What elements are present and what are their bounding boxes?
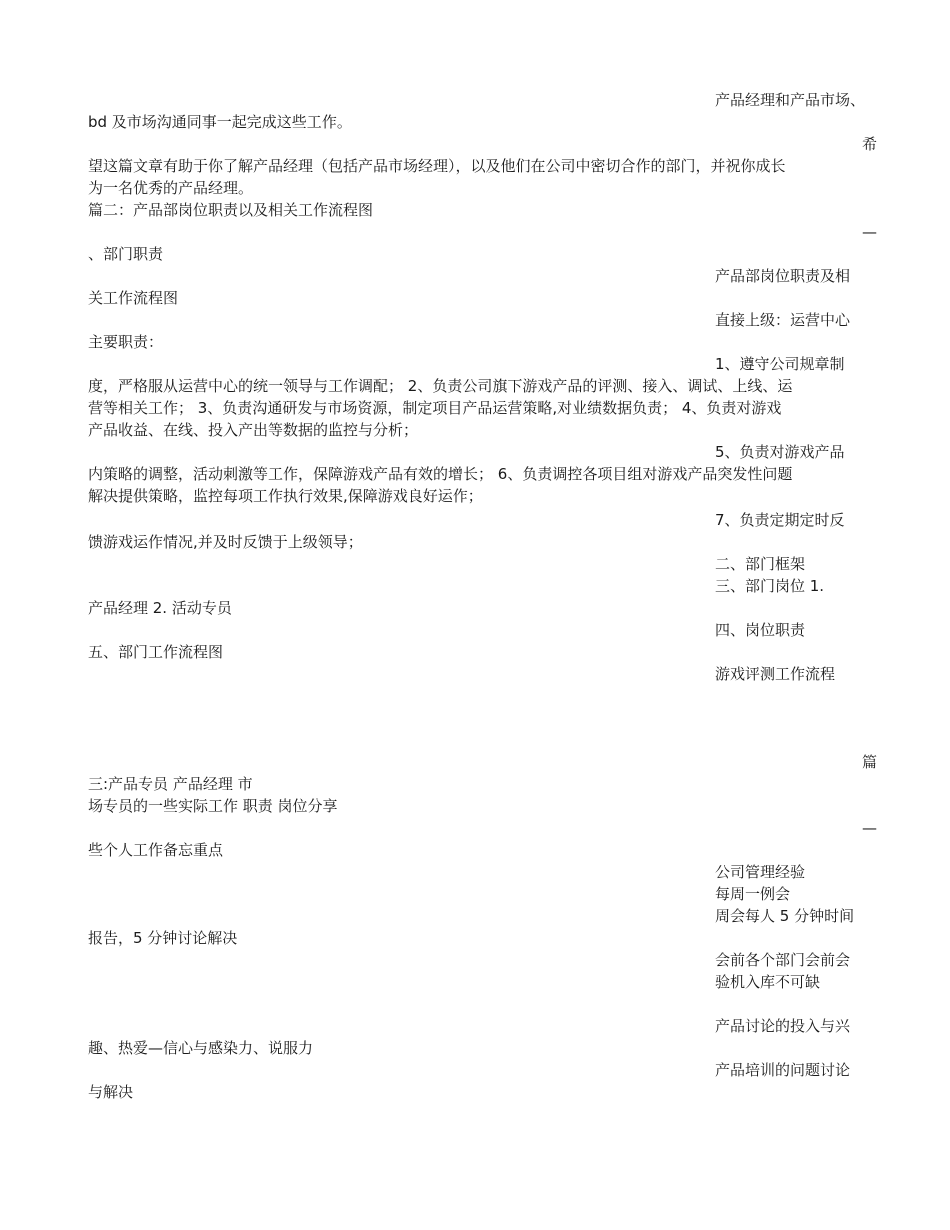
- text-line: 场专员的一些实际工作 职责 岗位分享: [88, 797, 338, 815]
- text-line: 三、部门岗位 1.: [715, 577, 825, 595]
- text-line: 直接上级：运营中心: [715, 311, 851, 329]
- text-line: 报告，5 分钟讨论解决: [88, 929, 238, 947]
- text-line: 趣、热爱—信心与感染力、说服力: [88, 1039, 314, 1057]
- text-line: 度，严格服从运营中心的统一领导与工作调配； 2、负责公司旗下游戏产品的评测、接入、调试、上线、运: [88, 377, 793, 395]
- text-line: 主要职责：: [88, 333, 164, 351]
- text-line: —: [862, 819, 877, 837]
- text-line: 希: [862, 135, 878, 153]
- text-line: 望这篇文章有助于你了解产品经理（包括产品市场经理），以及他们在公司中密切合作的部门，并祝你成长: [88, 157, 786, 175]
- text-line: 产品讨论的投入与兴: [715, 1017, 851, 1035]
- text-line: 产品经理 2. 活动专员: [88, 599, 232, 617]
- text-line: 验机入库不可缺: [715, 973, 821, 991]
- text-line: 关工作流程图: [88, 289, 179, 307]
- text-line: 产品收益、在线、投入产出等数据的监控与分析；: [88, 421, 419, 439]
- text-line: 游戏评测工作流程: [715, 665, 836, 683]
- text-line: 五、部门工作流程图: [88, 643, 224, 661]
- text-line: 、部门职责: [88, 245, 164, 263]
- text-line: 四、岗位职责: [715, 621, 806, 639]
- text-line: 二、部门框架: [715, 555, 806, 573]
- text-line: 1、遵守公司规章制: [715, 355, 845, 373]
- text-line: 解决提供策略，监控每项工作执行效果,保障游戏良好运作；: [88, 487, 483, 505]
- text-line: 产品培训的问题讨论: [715, 1061, 851, 1079]
- text-line: 些个人工作备忘重点: [88, 841, 224, 859]
- text-line: 7、负责定期定时反: [715, 511, 845, 529]
- text-line: 产品经理和产品市场、: [715, 91, 866, 109]
- text-line: 5、负责对游戏产品: [715, 443, 845, 461]
- text-line: 与解决: [88, 1083, 134, 1101]
- text-line: 内策略的调整，活动刺激等工作，保障游戏产品有效的增长； 6、负责调控各项目组对游戏产品突发性问题: [88, 465, 793, 483]
- text-line: bd 及市场沟通同事一起完成这些工作。: [88, 113, 352, 131]
- text-line: 营等相关工作； 3、负责沟通研发与市场资源，制定项目产品运营策略,对业绩数据负责； 4、负责对游戏: [88, 399, 782, 417]
- text-line: 馈游戏运作情况,并及时反馈于上级领导；: [88, 533, 363, 551]
- text-line: 篇: [862, 753, 878, 771]
- text-line: 会前各个部门会前会: [715, 951, 851, 969]
- section-heading: 三:产品专员 产品经理 市: [88, 775, 253, 793]
- text-line: 周会每人 5 分钟时间: [715, 907, 855, 925]
- text-line: 每周一例会: [715, 885, 791, 903]
- text-line: —: [862, 223, 877, 241]
- section-heading: 篇二：产品部岗位职责以及相关工作流程图: [88, 201, 374, 219]
- text-line: 为一名优秀的产品经理。: [88, 179, 254, 197]
- text-line: 公司管理经验: [715, 863, 806, 881]
- text-line: 产品部岗位职责及相: [715, 267, 851, 285]
